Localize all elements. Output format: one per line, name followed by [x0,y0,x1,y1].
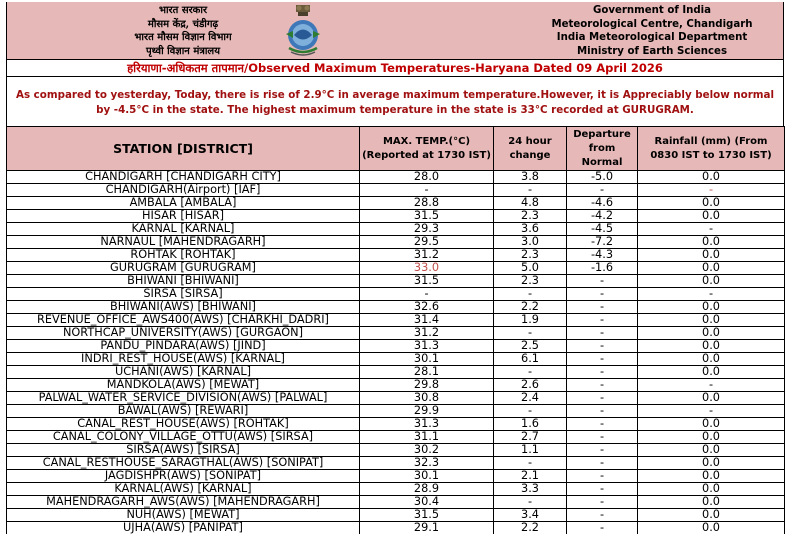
rainfall-cell: 0.0 [638,197,785,210]
departure-cell: - [567,366,638,379]
table-row [7,262,785,275]
english-org-block [527,4,777,58]
table-row [7,509,785,522]
station-cell: MAHENDRAGARH_AWS(AWS) [MAHENDRAGARH] [7,496,360,509]
title-hindi: हरियाणा-अधिकतम तापमान/ [127,61,249,75]
rainfall-cell: 0.0 [638,483,785,496]
rainfall-cell: 0.0 [638,366,785,379]
change-cell: 2.3 [494,275,567,288]
max-temp-cell: 31.4 [360,314,494,327]
max-temp-cell: 28.9 [360,483,494,496]
station-cell: HISAR [HISAR] [7,210,360,223]
report-header [6,2,784,59]
table-row [7,522,785,535]
hindi-line: भारत सरकार [158,5,208,16]
departure-cell: - [567,314,638,327]
station-cell: CHANDIGARH [CHANDIGARH CITY] [7,171,360,184]
max-temp-cell: 31.1 [360,431,494,444]
station-cell: UCHANI(AWS) [KARNAL] [7,366,360,379]
rainfall-cell: 0.0 [638,431,785,444]
departure-cell: - [567,184,638,197]
hindi-line: पृथ्वी विज्ञान मंत्रालय [145,45,221,57]
departure-cell: - [567,327,638,340]
rainfall-cell: 0.0 [638,509,785,522]
departure-cell: - [567,522,638,535]
table-row [7,379,785,392]
table-row [7,171,785,184]
table-header-row [7,127,785,171]
max-temp-cell: 30.8 [360,392,494,405]
change-cell: 3.6 [494,223,567,236]
station-cell: PANDU_PINDARA(AWS) [JIND] [7,340,360,353]
change-cell: 2.1 [494,470,567,483]
departure-cell: - [567,301,638,314]
max-temp-cell: 28.0 [360,171,494,184]
change-cell: 3.0 [494,236,567,249]
change-cell: 3.3 [494,483,567,496]
max-temp-column-header: MAX. TEMP.(°C) (Reported at 1730 IST) [360,127,494,171]
change-cell: 2.6 [494,379,567,392]
rainfall-cell: 0.0 [638,418,785,431]
station-cell: CANAL_REST_HOUSE(AWS) [ROHTAK] [7,418,360,431]
change-cell: 4.8 [494,197,567,210]
rainfall-cell: 0.0 [638,392,785,405]
departure-cell: - [567,405,638,418]
english-line: Government of India [592,5,712,16]
rainfall-cell: 0.0 [638,210,785,223]
max-temp-cell: 31.3 [360,340,494,353]
change-cell: 1.1 [494,444,567,457]
station-cell: KARNAL [KARNAL] [7,223,360,236]
rainfall-cell: 0.0 [638,301,785,314]
table-row [7,197,785,210]
change-cell: 3.8 [494,171,567,184]
departure-cell: - [567,444,638,457]
rainfall-cell: 0.0 [638,327,785,340]
change-cell: 1.9 [494,314,567,327]
station-cell: NARNAUL [MAHENDRAGARH] [7,236,360,249]
change-cell: - [494,184,567,197]
table-row [7,314,785,327]
table-row [7,405,785,418]
english-line: Meteorological Centre, Chandigarh [551,18,753,30]
max-temp-cell: 29.5 [360,236,494,249]
station-cell: CANAL_COLONY_VILLAGE_OTTU(AWS) [SIRSA] [7,431,360,444]
departure-cell: -1.6 [567,262,638,275]
table-row [7,327,785,340]
station-cell: REVENUE_OFFICE_AWS400(AWS) [CHARKHI_DADRI] [7,314,360,327]
rainfall-cell: 0.0 [638,340,785,353]
station-cell: SIRSA [SIRSA] [7,288,360,301]
hindi-line: मौसम केंद्र, चंडीगढ़ [147,18,219,30]
table-row [7,496,785,509]
departure-cell: -5.0 [567,171,638,184]
table-row [7,210,785,223]
station-cell: BHIWANI [BHIWANI] [7,275,360,288]
max-temp-cell: - [360,288,494,301]
hindi-line: भारत मौसम विज्ञान विभाग [134,32,232,43]
max-temp-cell: 31.5 [360,210,494,223]
rainfall-cell: 0.0 [638,249,785,262]
table-row [7,301,785,314]
departure-cell: -4.6 [567,197,638,210]
departure-cell: -7.2 [567,236,638,249]
departure-cell: - [567,392,638,405]
departure-cell: -4.3 [567,249,638,262]
change-cell: - [494,288,567,301]
max-temp-cell: 29.3 [360,223,494,236]
max-temp-cell: 31.5 [360,509,494,522]
table-row [7,457,785,470]
change-cell: 2.2 [494,301,567,314]
max-temp-cell: 28.8 [360,197,494,210]
change-cell: 2.3 [494,249,567,262]
max-temp-cell: - [360,184,494,197]
summary-text: As compared to yesterday, Today, there is rise of 2.9°C in average maximum temperature.However, it is Appreciably below normal by -4.5°C in the state. The highest maximum temperature in the state is 33°C recorded at GURUGRAM. [6,77,784,126]
rainfall-cell: - [638,379,785,392]
table-row [7,366,785,379]
table-row [7,353,785,366]
change-cell: 2.3 [494,210,567,223]
table-row [7,249,785,262]
station-cell: KARNAL(AWS) [KARNAL] [7,483,360,496]
rainfall-cell: 0.0 [638,457,785,470]
max-temp-cell: 31.2 [360,249,494,262]
departure-cell: - [567,470,638,483]
change-column-header: 24 hour change [494,127,567,171]
departure-cell: - [567,288,638,301]
station-cell: JAGDISHPR(AWS) [SONIPAT] [7,470,360,483]
station-cell: BAWAL(AWS) [REWARI] [7,405,360,418]
rainfall-cell: 0.0 [638,444,785,457]
station-cell: INDRI_REST_HOUSE(AWS) [KARNAL] [7,353,360,366]
departure-cell: - [567,275,638,288]
departure-column-header: Departure from Normal [567,127,638,171]
change-cell: 2.7 [494,431,567,444]
rainfall-cell: - [638,405,785,418]
change-cell: 5.0 [494,262,567,275]
table-row [7,431,785,444]
table-row [7,392,785,405]
departure-cell: - [567,483,638,496]
rainfall-cell: 0.0 [638,496,785,509]
max-temp-cell: 32.6 [360,301,494,314]
max-temp-cell: 28.1 [360,366,494,379]
rainfall-cell: - [638,184,785,197]
english-line: Ministry of Earth Sciences [576,45,728,57]
rainfall-cell: 0.0 [638,470,785,483]
rainfall-cell: 0.0 [638,275,785,288]
rainfall-cell: 0.0 [638,262,785,275]
station-cell: PALWAL_WATER_SERVICE_DIVISION(AWS) [PALWAL] [7,392,360,405]
departure-cell: - [567,509,638,522]
station-cell: GURUGRAM [GURUGRAM] [7,262,360,275]
departure-cell: -4.5 [567,223,638,236]
rainfall-column-header: Rainfall (mm) (From 0830 IST to 1730 IST) [638,127,785,171]
table-row [7,418,785,431]
report-title [6,59,784,77]
max-temp-cell: 30.1 [360,353,494,366]
departure-cell: - [567,496,638,509]
station-cell: NUH(AWS) [MEWAT] [7,509,360,522]
station-cell: CANAL_RESTHOUSE_SARAGTHAL(AWS) [SONIPAT] [7,457,360,470]
max-temp-cell: 29.8 [360,379,494,392]
departure-cell: - [567,353,638,366]
change-cell: 1.6 [494,418,567,431]
station-cell: AMBALA [AMBALA] [7,197,360,210]
english-line: India Meteorological Department [556,32,748,43]
max-temp-cell: 31.5 [360,275,494,288]
max-temp-cell: 29.1 [360,522,494,535]
change-cell: - [494,366,567,379]
station-cell: CHANDIGARH(Airport) [IAF] [7,184,360,197]
change-cell: - [494,327,567,340]
station-column-header: STATION [DISTRICT] [7,127,360,171]
rainfall-cell: - [638,288,785,301]
station-cell: BHIWANI(AWS) [BHIWANI] [7,301,360,314]
departure-cell: -4.2 [567,210,638,223]
departure-cell: - [567,418,638,431]
departure-cell: - [567,379,638,392]
departure-cell: - [567,340,638,353]
table-row [7,275,785,288]
departure-cell: - [567,457,638,470]
change-cell: - [494,457,567,470]
table-row [7,184,785,197]
table-row [7,483,785,496]
change-cell: 2.5 [494,340,567,353]
temperature-table [6,126,785,534]
max-temp-cell: 31.3 [360,418,494,431]
station-cell: ROHTAK [ROHTAK] [7,249,360,262]
max-temp-cell: 30.2 [360,444,494,457]
max-temp-cell: 30.1 [360,470,494,483]
max-temp-cell: 32.3 [360,457,494,470]
change-cell: 3.4 [494,509,567,522]
table-row [7,236,785,249]
change-cell: 6.1 [494,353,567,366]
table-row [7,340,785,353]
max-temp-cell: 30.4 [360,496,494,509]
table-row [7,470,785,483]
change-cell: 2.4 [494,392,567,405]
imd-emblem-icon [280,4,326,58]
max-temp-cell: 29.9 [360,405,494,418]
table-row [7,288,785,301]
change-cell: 2.2 [494,522,567,535]
station-cell: MANDKOLA(AWS) [MEWAT] [7,379,360,392]
title-english: Observed Maximum Temperatures-Haryana Dated 09 April 2026 [248,61,663,75]
departure-cell: - [567,431,638,444]
hindi-org-block [103,4,263,58]
max-temp-cell: 31.2 [360,327,494,340]
rainfall-cell: - [638,223,785,236]
rainfall-cell: 0.0 [638,522,785,535]
station-cell: UJHA(AWS) [PANIPAT] [7,522,360,535]
rainfall-cell: 0.0 [638,236,785,249]
rainfall-cell: 0.0 [638,314,785,327]
table-row [7,223,785,236]
rainfall-cell: 0.0 [638,171,785,184]
station-cell: SIRSA(AWS) [SIRSA] [7,444,360,457]
rainfall-cell: 0.0 [638,353,785,366]
max-temp-cell: 33.0 [360,262,494,275]
table-body [7,171,785,535]
change-cell: - [494,496,567,509]
change-cell: - [494,405,567,418]
table-row [7,444,785,457]
station-cell: NORTHCAP_UNIVERSITY(AWS) [GURGAON] [7,327,360,340]
